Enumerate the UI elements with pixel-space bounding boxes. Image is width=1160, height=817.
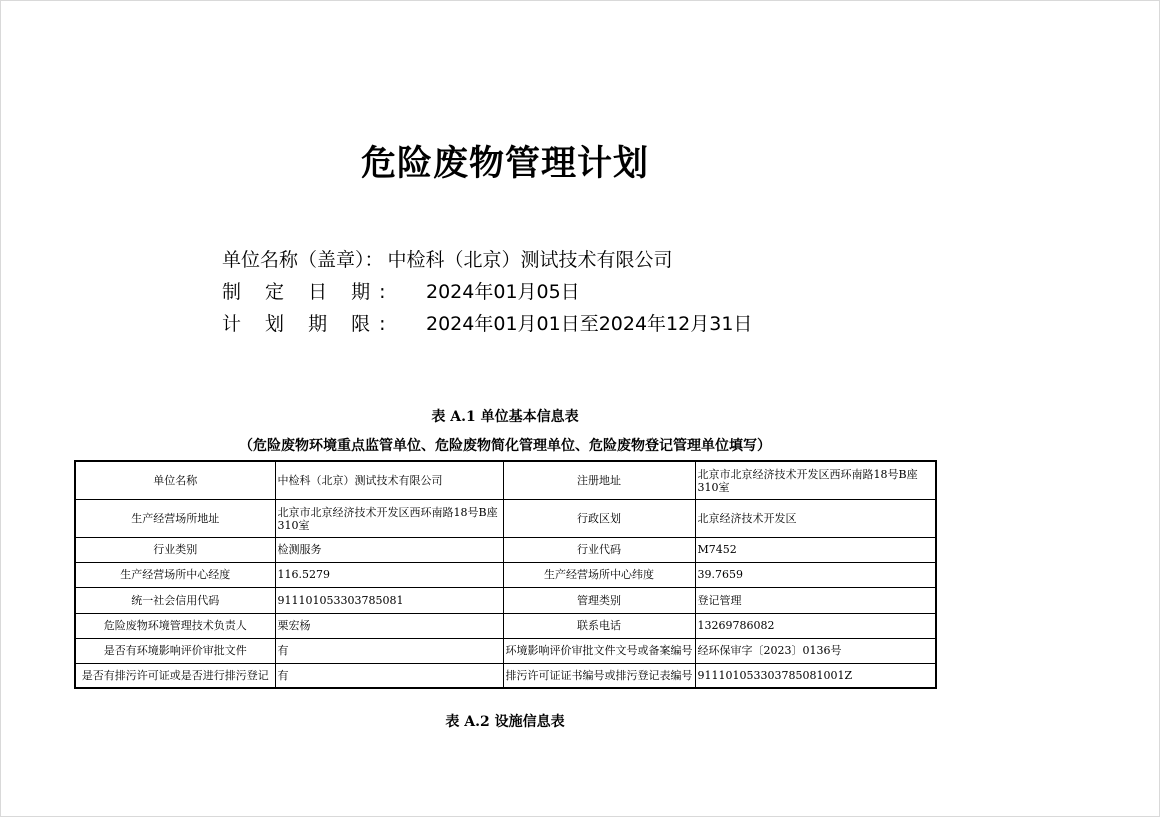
field-value: 经环保审字〔2023〕0136号 [695, 638, 936, 663]
document-title: 危险废物管理计划 [360, 144, 649, 184]
table-a1-caption: 表 A.1 单位基本信息表 [431, 409, 579, 425]
field-label: 行业类别 [75, 537, 275, 562]
field-value: 39.7659 [695, 562, 936, 587]
table-row [75, 461, 936, 499]
field-label-text: 环境影响评价审批文件文号或备案编号 [505, 644, 693, 657]
field-value: 911101053303785081 [275, 587, 503, 613]
field-value: 登记管理 [695, 587, 936, 613]
field-label: 单位名称 [75, 461, 275, 499]
field-value: 13269786082 [695, 613, 936, 638]
field-value: 北京经济技术开发区 [695, 499, 936, 537]
plan-period-value: 2024年01月01日至2024年12月31日 [426, 313, 753, 335]
table-row [75, 562, 936, 587]
table-row [75, 499, 936, 537]
plan-date-value: 2024年01月05日 [426, 281, 580, 303]
table-row [75, 613, 936, 638]
field-label: 统一社会信用代码 [75, 587, 275, 613]
field-value: 有 [275, 663, 503, 688]
field-label: 生产经营场所中心纬度 [503, 562, 695, 587]
field-value: 中检科（北京）测试技术有限公司 [275, 461, 503, 499]
unit-name-row [222, 247, 673, 273]
field-label [503, 638, 695, 663]
field-value: M7452 [695, 537, 936, 562]
table-a2-caption: 表 A.2 设施信息表 [445, 714, 565, 730]
field-label-text: 排污许可证证书编号或排污登记表编号 [505, 668, 693, 682]
unit-name-value: 中检科（北京）测试技术有限公司 [387, 249, 673, 271]
unit-info-table [74, 460, 937, 689]
field-label: 行政区划 [503, 499, 695, 537]
field-value: 911101053303785081001Z [695, 663, 936, 688]
field-value: 116.5279 [275, 562, 503, 587]
field-value: 检测服务 [275, 537, 503, 562]
unit-name-label: 单位名称（盖章）： [222, 249, 384, 271]
table-row [75, 537, 936, 562]
field-label: 生产经营场所中心经度 [75, 562, 275, 587]
plan-period-label: 计 划 期 限: [222, 313, 395, 335]
field-label: 是否有环境影响评价审批文件 [75, 638, 275, 663]
table-row [75, 663, 936, 688]
field-label: 危险废物环境管理技术负责人 [75, 613, 275, 638]
plan-date-label: 制 定 日 期: [222, 281, 395, 303]
field-value [695, 461, 936, 499]
field-label: 管理类别 [503, 587, 695, 613]
plan-period-row [222, 311, 753, 337]
table-a1-subcaption: （危险废物环境重点监管单位、危险废物简化管理单位、危险废物登记管理单位填写） [239, 438, 771, 454]
field-value-text: 北京市北京经济技术开发区西环南路18号B座310室 [697, 468, 918, 493]
plan-date-row [222, 279, 580, 305]
field-label: 联系电话 [503, 613, 695, 638]
table-row [75, 638, 936, 663]
field-value-text: 北京市北京经济技术开发区西环南路18号B座310室 [277, 506, 498, 530]
field-value: 栗宏杨 [275, 613, 503, 638]
field-label: 行业代码 [503, 537, 695, 562]
field-label: 注册地址 [503, 461, 695, 499]
field-label [75, 663, 275, 688]
field-label-text: 是否有排污许可证或是否进行排污登记 [81, 668, 269, 682]
table-row [75, 587, 936, 613]
field-label [503, 663, 695, 688]
field-label: 生产经营场所地址 [75, 499, 275, 537]
field-value [275, 499, 503, 537]
field-value: 有 [275, 638, 503, 663]
